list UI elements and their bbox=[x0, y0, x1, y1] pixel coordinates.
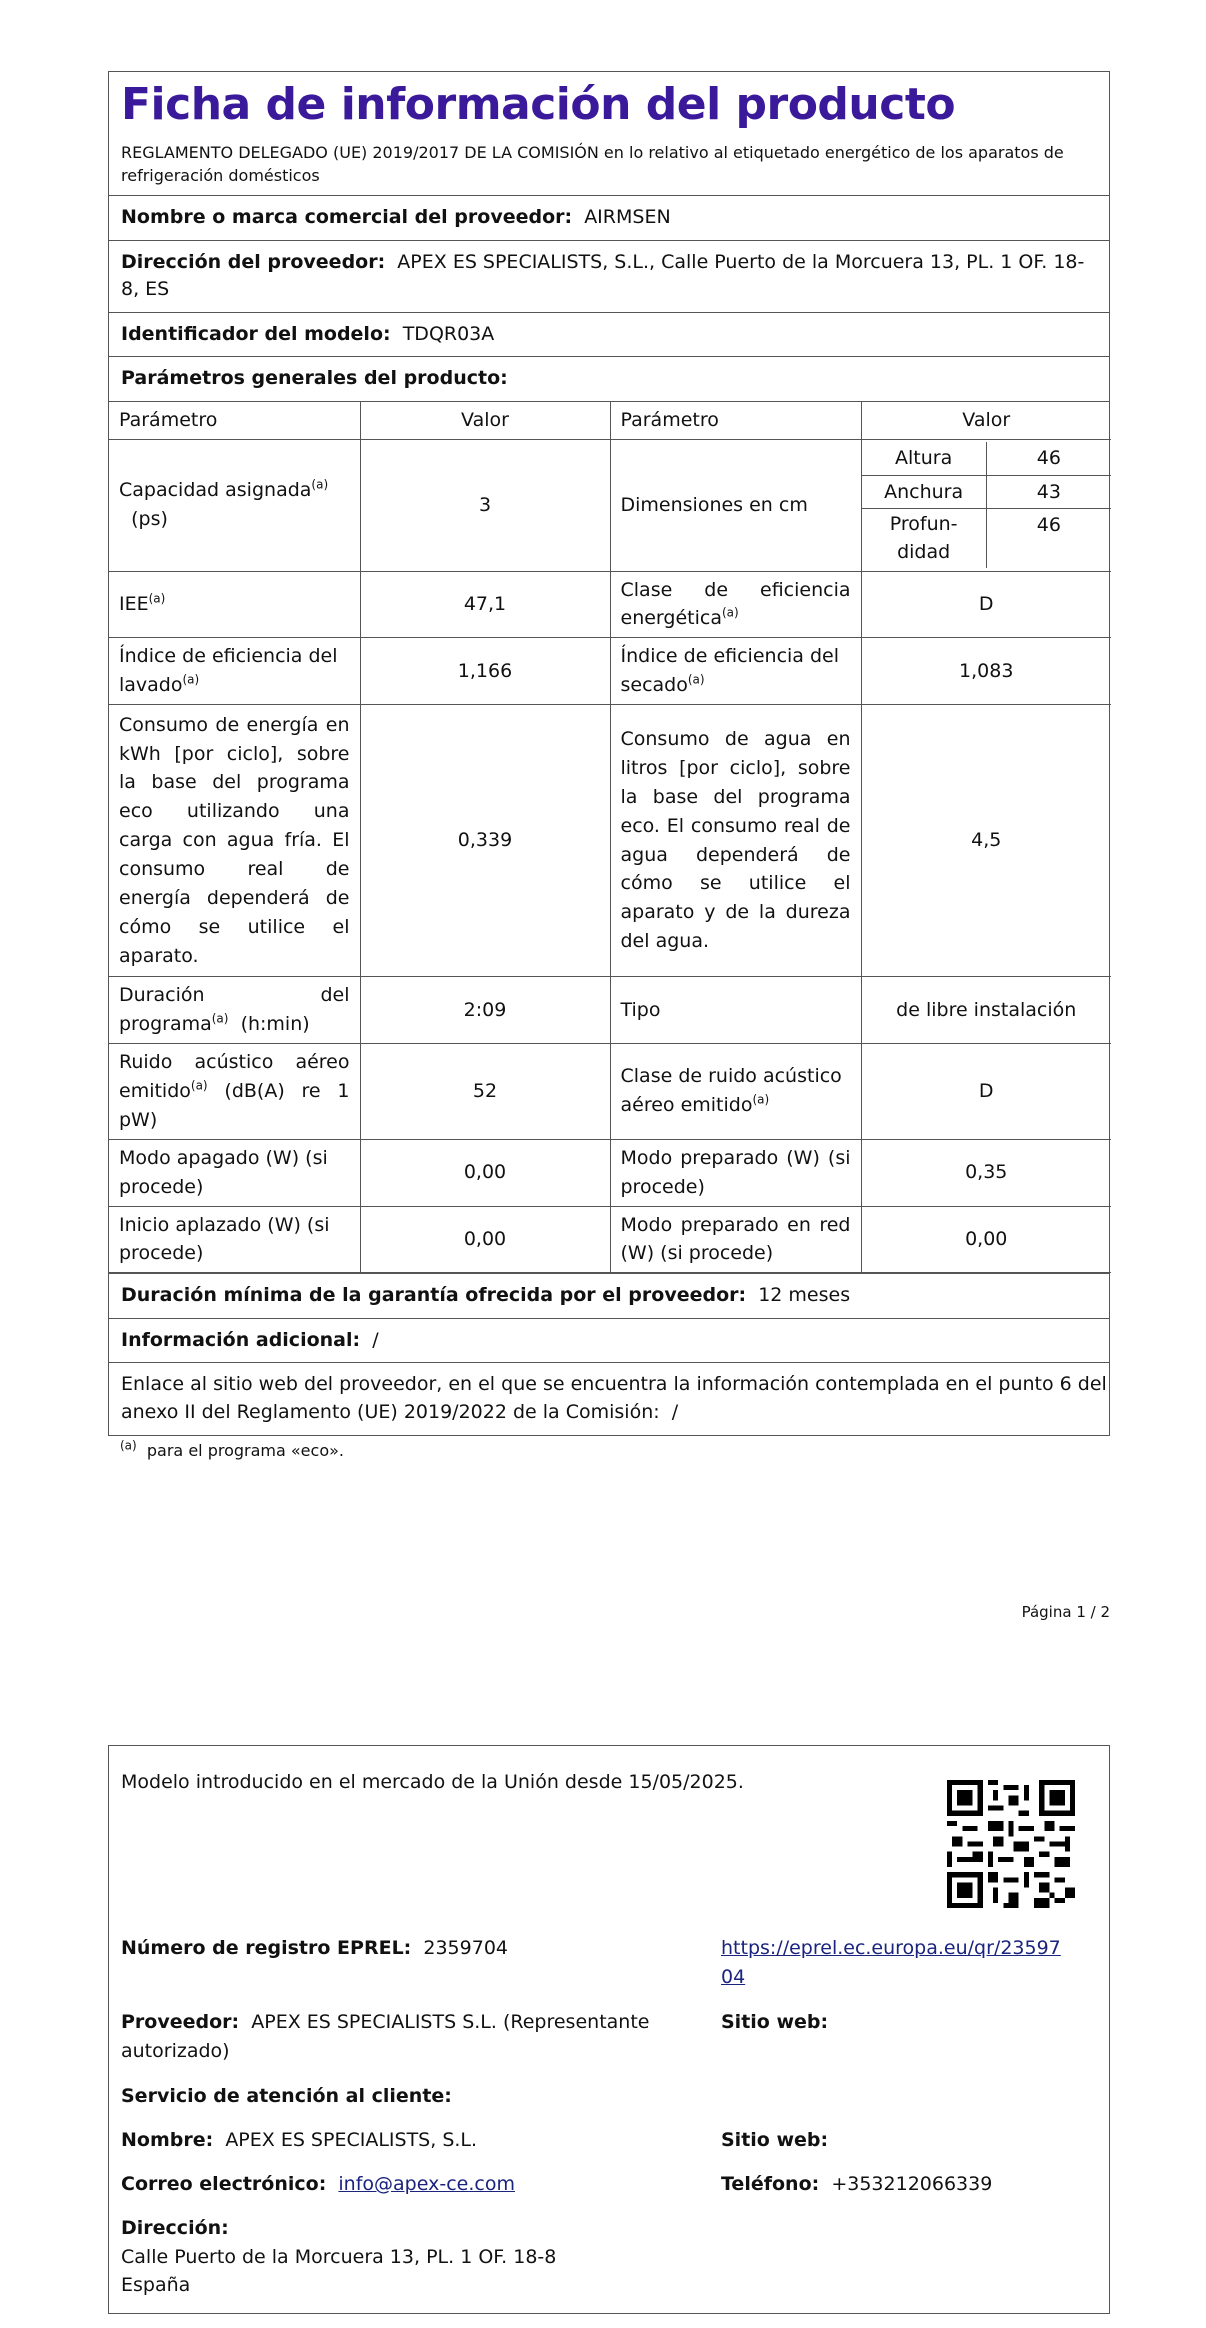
dry-index-label: Índice de eficiencia del secado$^{(a)}$ bbox=[610, 638, 861, 705]
regulation-subtitle: REGLAMENTO DELEGADO (UE) 2019/2017 DE LA COMISIÓN en lo relativo al etiquetado energético de los aparatos de refrigeración domésticos bbox=[121, 142, 1064, 185]
phone-label: Teléfono: bbox=[721, 2173, 820, 2195]
delay-start-label: Inicio aplazado (W) (si procede) bbox=[109, 1206, 360, 1273]
height-label: Altura bbox=[862, 442, 987, 475]
service-name-value: APEX ES SPECIALISTS, S.L. bbox=[225, 2129, 478, 2151]
footnote bbox=[120, 1438, 344, 1460]
type-value: de libre instalación bbox=[861, 977, 1111, 1044]
eprel-link-wrap bbox=[721, 1934, 1071, 1991]
height-value: 46 bbox=[986, 442, 1111, 475]
phone-value: +353212066339 bbox=[831, 2173, 993, 2195]
table-row bbox=[109, 705, 1111, 977]
header-param-1: Parámetro bbox=[109, 402, 360, 439]
address-line-1: Calle Puerto de la Morcuera 13, PL. 1 OF. 18-8 bbox=[121, 2245, 557, 2268]
width-value: 43 bbox=[986, 475, 1111, 509]
table-row bbox=[109, 977, 1111, 1044]
table-row bbox=[109, 1139, 1111, 1206]
eprel-info-box bbox=[108, 1745, 1110, 2314]
page-title: Ficha de información del producto bbox=[121, 79, 956, 130]
capacity-label: Capacidad asignada$^{(a)}$ (ps) bbox=[109, 439, 360, 571]
energy-consumption-label: Consumo de energía en kWh [por ciclo], sobre la base del programa eco utilizando una carga con agua fría. El consumo real de energía dependerá de cómo se utilice el aparato. bbox=[109, 705, 360, 977]
additional-info-value: / bbox=[372, 1328, 379, 1351]
off-mode-label: Modo apagado (W) (si procede) bbox=[109, 1139, 360, 1206]
standby-mode-value: 0,35 bbox=[861, 1139, 1111, 1206]
general-params-row bbox=[109, 357, 1109, 402]
off-mode-value: 0,00 bbox=[360, 1139, 610, 1206]
noise-value: 52 bbox=[360, 1043, 610, 1139]
noise-class-label: Clase de ruido acústico aéreo emitido$^{(a)}$ bbox=[610, 1043, 861, 1139]
address-label: Dirección: bbox=[121, 2217, 229, 2239]
supplier-name-value: AIRMSEN bbox=[584, 205, 671, 228]
table-row bbox=[109, 1206, 1111, 1273]
supplier-info bbox=[121, 2008, 711, 2065]
supplier-link-value: / bbox=[671, 1400, 679, 1423]
general-params-label: Parámetros generales del producto: bbox=[121, 367, 508, 390]
delay-start-value: 0,00 bbox=[360, 1206, 610, 1273]
supplier-label: Proveedor: bbox=[121, 2011, 240, 2033]
website-label-2: Sitio web: bbox=[721, 2129, 829, 2151]
footnote-text: para el programa «eco». bbox=[146, 1441, 344, 1460]
eprel-label: Número de registro EPREL: bbox=[121, 1937, 412, 1959]
energy-consumption-value: 0,339 bbox=[360, 705, 610, 977]
email-link[interactable]: info@apex-ce.com bbox=[338, 2173, 515, 2195]
network-standby-value: 0,00 bbox=[861, 1206, 1111, 1273]
network-standby-label: Modo preparado en red (W) (si procede) bbox=[610, 1206, 861, 1273]
website-label-1: Sitio web: bbox=[721, 2011, 829, 2033]
duration-label: Duración del programa$^{(a)}$ (h:min) bbox=[109, 977, 360, 1044]
model-id-label: Identificador del modelo: bbox=[121, 322, 391, 345]
parameters-table bbox=[109, 402, 1111, 1274]
sheet-header bbox=[109, 72, 1109, 196]
header-value-1: Valor bbox=[360, 402, 610, 439]
table-row bbox=[109, 1043, 1111, 1139]
supplier-name-row bbox=[109, 196, 1109, 241]
footnote-marker: (a) bbox=[120, 1438, 137, 1453]
depth-value: 46 bbox=[1036, 514, 1061, 537]
supplier-address-row bbox=[109, 241, 1109, 313]
warranty-row bbox=[109, 1274, 1109, 1319]
supplier-address-label: Dirección del proveedor: bbox=[121, 250, 386, 273]
eprel-number bbox=[121, 1934, 508, 1963]
product-info-sheet bbox=[108, 71, 1110, 1436]
qr-code-icon[interactable] bbox=[947, 1780, 1075, 1908]
wash-index-label: Índice de eficiencia del lavado$^{(a)}$ bbox=[109, 638, 360, 705]
dimensions-label: Dimensiones en cm bbox=[610, 439, 861, 571]
header-param-2: Parámetro bbox=[610, 402, 861, 439]
address-info bbox=[121, 2214, 556, 2300]
dry-index-value: 1,083 bbox=[861, 638, 1111, 705]
type-label: Tipo bbox=[610, 977, 861, 1044]
warranty-label: Duración mínima de la garantía ofrecida por el proveedor: bbox=[121, 1284, 747, 1307]
duration-value: 2:09 bbox=[360, 977, 610, 1044]
warranty-value: 12 meses bbox=[758, 1284, 851, 1307]
header-value-2: Valor bbox=[861, 402, 1111, 439]
eprel-link[interactable]: https://eprel.ec.europa.eu/qr/2359704 bbox=[721, 1937, 1061, 1988]
dimensions-subtable bbox=[862, 442, 1112, 568]
model-id-value: TDQR03A bbox=[402, 322, 495, 345]
supplier-link-row bbox=[109, 1363, 1109, 1434]
noise-label: Ruido acústico aéreo emitido$^{(a)}$ (dB(A) re 1 pW) bbox=[109, 1043, 360, 1139]
efficiency-class-label: Clase de eficiencia energética$^{(a)}$ bbox=[610, 571, 861, 638]
service-name bbox=[121, 2126, 477, 2155]
market-intro: Modelo introducido en el mercado de la Unión desde 15/05/2025. bbox=[121, 1771, 744, 1793]
depth-label: Profun-didad bbox=[862, 509, 987, 569]
email-info bbox=[121, 2170, 515, 2199]
wash-index-value: 1,166 bbox=[360, 638, 610, 705]
additional-info-label: Información adicional: bbox=[121, 1328, 361, 1351]
table-row bbox=[109, 571, 1111, 638]
standby-mode-label: Modo preparado (W) (si procede) bbox=[610, 1139, 861, 1206]
supplier-link-text: Enlace al sitio web del proveedor, en el que se encuentra la información contemplada en el punto 6 del anexo II del Reglamento (UE) 2019/2022 de la Comisión: bbox=[121, 1373, 1107, 1423]
width-label: Anchura bbox=[862, 475, 987, 509]
water-consumption-value: 4,5 bbox=[861, 705, 1111, 977]
iee-label: IEE$^{(a)}$ bbox=[109, 571, 360, 638]
phone-info bbox=[721, 2170, 992, 2199]
dimensions-cell bbox=[861, 439, 1111, 571]
table-row bbox=[109, 638, 1111, 705]
capacity-value: 3 bbox=[360, 439, 610, 571]
parameters-table-wrap bbox=[109, 402, 1109, 1275]
supplier-value: APEX ES SPECIALISTS S.L. (Representante autorizado) bbox=[121, 2011, 650, 2062]
supplier-name-label: Nombre o marca comercial del proveedor: bbox=[121, 205, 573, 228]
iee-value: 47,1 bbox=[360, 571, 610, 638]
water-consumption-label: Consumo de agua en litros [por ciclo], sobre la base del programa eco. El consumo real de agua dependerá de cómo se utilice el aparato y de la dureza del agua. bbox=[610, 705, 861, 977]
page-number: Página 1 / 2 bbox=[1021, 1603, 1110, 1621]
additional-info-row bbox=[109, 1319, 1109, 1364]
service-name-label: Nombre: bbox=[121, 2129, 214, 2151]
efficiency-class-value: D bbox=[861, 571, 1111, 638]
noise-class-value: D bbox=[861, 1043, 1111, 1139]
table-header-row bbox=[109, 402, 1111, 439]
model-id-row bbox=[109, 313, 1109, 358]
email-label: Correo electrónico: bbox=[121, 2173, 327, 2195]
address-line-2: España bbox=[121, 2274, 191, 2296]
eprel-value: 2359704 bbox=[423, 1937, 508, 1959]
customer-service-label: Servicio de atención al cliente: bbox=[121, 2085, 452, 2107]
supplier-address-value: APEX ES SPECIALISTS, S.L., Calle Puerto de la Morcuera 13, PL. 1 OF. 18-8, ES bbox=[121, 250, 1085, 301]
table-row bbox=[109, 439, 1111, 571]
